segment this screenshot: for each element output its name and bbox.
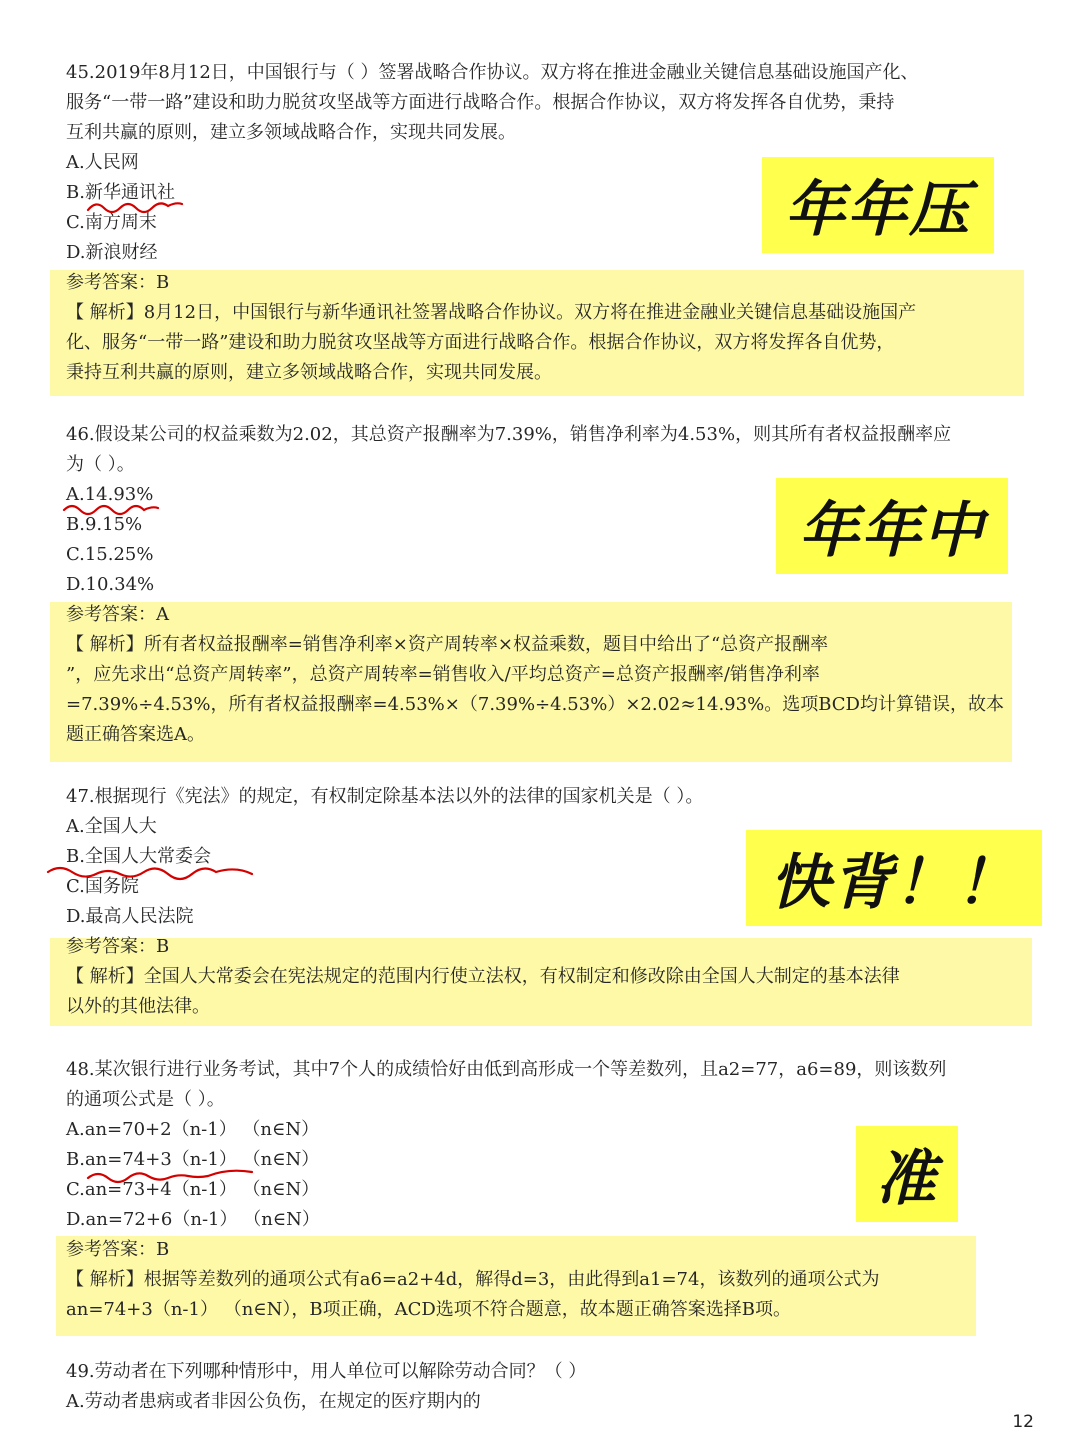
q48-stem-line: 的通项公式是（ ）。 [66,1089,225,1110]
q45-option-a: A.人民网 [66,152,139,173]
q48-option-d: D.an=72+6（n-1） （n∈N） [66,1209,320,1230]
q45-answer: 参考答案：B [66,272,170,293]
q45-stem-line: 互利共赢的原则，建立多领域战略合作，实现共同发展。 [66,122,516,143]
q45-stem-line: 服务“一带一路”建设和助力脱贫攻坚战等方面进行战略合作。根据合作协议，双方将发挥各自优势，秉持 [66,92,895,113]
pen-underline-q48 [86,1164,256,1188]
q46-option-c: C.15.25% [66,544,154,565]
q49-stem-line: 49.劳动者在下列哪种情形中，用人单位可以解除劳动合同？（ ） [66,1361,587,1382]
pen-underline-q47 [46,862,256,890]
q48-stem-line: 48.某次银行进行业务考试，其中7个人的成绩恰好由低到高形成一个等差数列，且a2=77，a6=89，则该数列 [66,1059,947,1080]
q46-analysis-line: 【 解析】所有者权益报酬率=销售净利率×资产周转率×权益乘数，题目中给出了“总资产报酬率 [66,634,829,655]
q45-analysis-line: 【 解析】8月12日，中国银行与新华通讯社签署战略合作协议。双方将在推进金融业关键信息基础设施国产 [66,302,917,323]
q48-answer: 参考答案：B [66,1239,170,1260]
sticker-zhun: 准 [856,1126,958,1222]
page-number: 12 [1012,1412,1034,1432]
sticker-kuai-bei: 快背！！ [746,830,1042,926]
q46-answer: 参考答案：A [66,604,169,625]
sticker-nian-nian-zhong: 年年中 [776,478,1008,574]
q47-option-d: D.最高人民法院 [66,906,194,927]
q48-analysis-line: an=74+3（n-1） （n∈N），B项正确，ACD选项不符合题意，故本题正确答案选择B项。 [66,1299,792,1320]
q47-stem-line: 47.根据现行《宪法》的规定，有权制定除基本法以外的法律的国家机关是（ ）。 [66,786,704,807]
pen-underline-q46 [62,500,162,522]
q46-stem-line: 46.假设某公司的权益乘数为2.02，其总资产报酬率为7.39%，销售净利率为4.53%，则其所有者权益报酬率应 [66,424,952,445]
q46-analysis-line: 题正确答案选A。 [66,724,205,745]
q45-analysis-line: 秉持互利共赢的原则，建立多领域战略合作，实现共同发展。 [66,362,552,383]
q48-option-b: B.an=74+3（n-1） （n∈N） [66,1149,320,1170]
q46-stem-line: 为（ ）。 [66,454,135,475]
q46-option-a: A.14.93% [66,484,154,505]
q47-option-b: B.全国人大常委会 [66,846,211,867]
q47-analysis-line: 【 解析】全国人大常委会在宪法规定的范围内行使立法权，有权制定和修改除由全国人大制定的基本法律 [66,966,900,987]
q48-option-a: A.an=70+2（n-1） （n∈N） [66,1119,320,1140]
q49-option-a: A.劳动者患病或者非因公负伤，在规定的医疗期内的 [66,1391,481,1412]
q47-answer: 参考答案：B [66,936,170,957]
pen-underline-q45 [86,196,186,220]
q47-option-c: C.国务院 [66,876,139,897]
q47-option-a: A.全国人大 [66,816,157,837]
q45-analysis-line: 化、服务“一带一路”建设和助力脱贫攻坚战等方面进行战略合作。根据合作协议，双方将发挥各自优势， [66,332,895,353]
q48-option-c: C.an=73+4（n-1） （n∈N） [66,1179,320,1200]
q45-stem-line: 45.2019年8月12日，中国银行与（ ）签署战略合作协议。双方将在推进金融业关键信息基础设施国产化、 [66,62,919,83]
q45-option-c: C.南方周末 [66,212,157,233]
q46-option-d: D.10.34% [66,574,155,595]
q47-analysis-line: 以外的其他法律。 [66,996,210,1017]
q48-analysis-line: 【 解析】根据等差数列的通项公式有a6=a2+4d，解得d=3，由此得到a1=74，该数列的通项公式为 [66,1269,880,1290]
q46-option-b: B.9.15% [66,514,143,535]
q46-analysis-line: =7.39%÷4.53%，所有者权益报酬率=4.53%×（7.39%÷4.53%）×2.02≈14.93%。选项BCD均计算错误，故本 [66,694,1004,715]
sticker-nian-nian-ya: 年年压 [762,157,994,253]
q45-option-d: D.新浪财经 [66,242,158,263]
q45-option-b: B.新华通讯社 [66,182,175,203]
q46-analysis-line: ”，应先求出“总资产周转率”，总资产周转率=销售收入/平均总资产=总资产报酬率/销售净利率 [66,664,820,685]
